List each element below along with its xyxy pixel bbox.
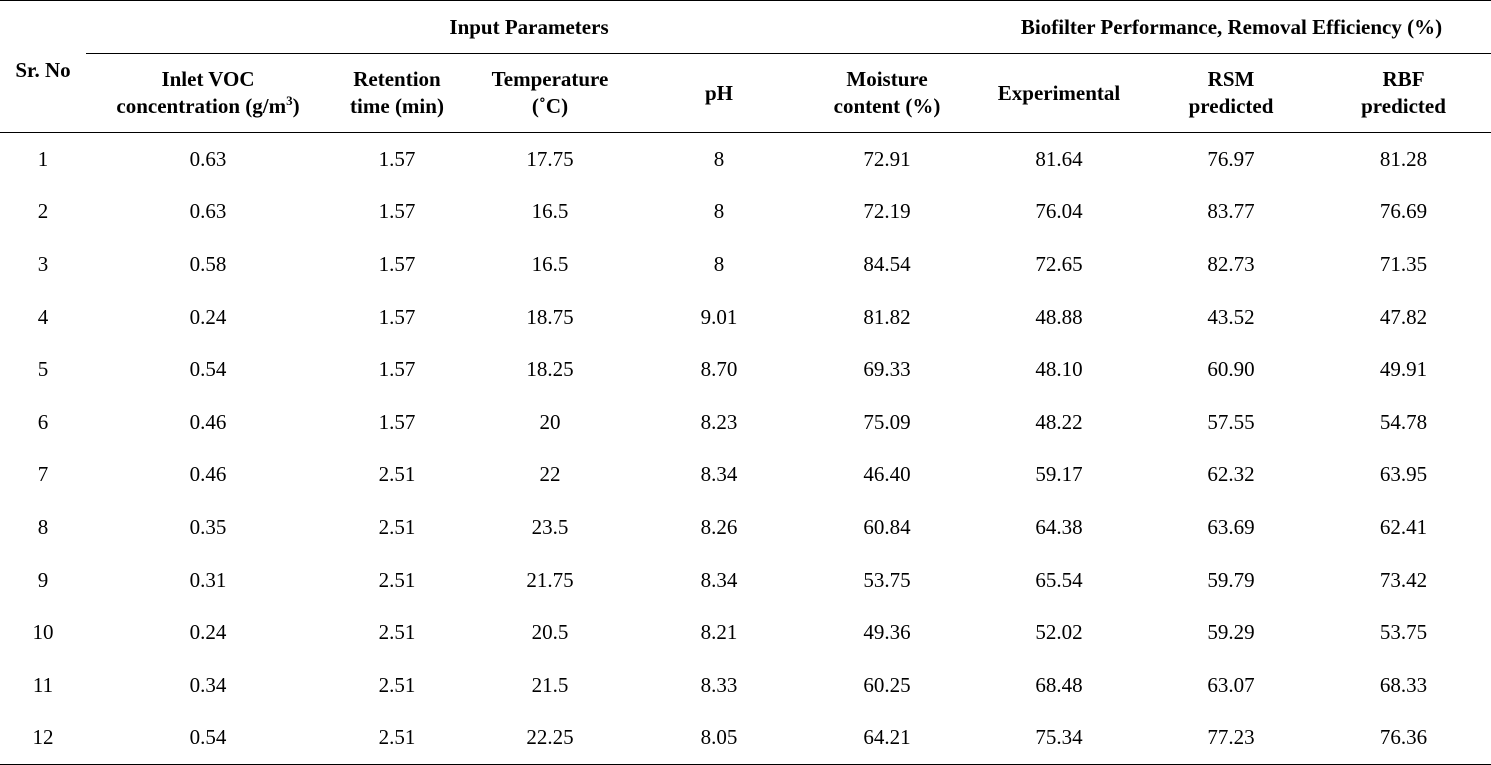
table-row [0, 449, 1491, 502]
cell-inlet-voc: 0.46 [189, 462, 227, 487]
header-experimental: Experimental [972, 54, 1146, 133]
cell-ph: 8.26 [700, 514, 738, 539]
header-rsm-line2: predicted [1188, 94, 1274, 118]
table-row [0, 659, 1491, 712]
cell-rsm-predicted: 82.73 [1207, 251, 1255, 276]
cell-temperature: 22.25 [464, 712, 636, 765]
cell-rsm-predicted: 57.55 [1207, 409, 1255, 434]
cell-ph: 8.05 [636, 712, 802, 765]
cell-rsm-predicted: 83.77 [1207, 199, 1255, 224]
cell-moisture-content: 53.75 [863, 567, 911, 592]
cell-inlet-voc: 0.54 [189, 357, 227, 382]
cell-ph: 8.23 [700, 409, 738, 434]
cell-rsm-predicted: 43.52 [1207, 304, 1255, 329]
cell-temperature: 16.5 [531, 199, 569, 224]
header-moisture-content [802, 54, 972, 133]
header-rsm-line1: RSM [1207, 67, 1255, 91]
cell-sr-no: 10 [32, 620, 54, 645]
cell-rsm-predicted: 59.79 [1207, 567, 1255, 592]
cell-experimental: 72.65 [1035, 251, 1083, 276]
header-rbf-line1: RBF [1382, 67, 1425, 91]
cell-ph: 8 [713, 146, 725, 171]
cell-temperature: 21.5 [531, 672, 569, 697]
cell-inlet-voc: 0.58 [189, 251, 227, 276]
cell-moisture-content: 46.40 [863, 462, 911, 487]
cell-temperature: 23.5 [531, 514, 569, 539]
cell-moisture-content: 72.19 [863, 199, 911, 224]
cell-retention-time: 1.57 [378, 251, 416, 276]
cell-rbf-predicted: 49.91 [1379, 357, 1428, 382]
cell-moisture-content: 49.36 [863, 620, 911, 645]
cell-sr-no: 2 [37, 199, 49, 224]
cell-sr-no: 4 [37, 304, 49, 329]
cell-rbf-predicted: 68.33 [1379, 672, 1428, 697]
cell-ph: 8.21 [700, 620, 738, 645]
cell-ph: 8.33 [700, 672, 738, 697]
header-temperature-line1: Temperature [491, 67, 609, 91]
cell-inlet-voc: 0.63 [189, 199, 227, 224]
cell-inlet-voc: 0.63 [189, 146, 227, 171]
cell-experimental: 76.04 [1035, 199, 1083, 224]
table-row [0, 712, 1491, 765]
header-row-columns [0, 54, 1491, 133]
table-header [0, 1, 1491, 133]
cell-inlet-voc: 0.34 [189, 672, 227, 697]
cell-sr-no: 11 [32, 672, 54, 697]
cell-retention-time: 2.51 [378, 672, 416, 697]
cell-temperature: 20 [539, 409, 561, 434]
table-row [0, 133, 1491, 186]
cell-moisture-content: 60.25 [863, 672, 911, 697]
cell-ph: 8.70 [700, 357, 738, 382]
cell-inlet-voc: 0.35 [189, 514, 227, 539]
cell-experimental: 52.02 [1035, 620, 1083, 645]
cell-experimental: 75.34 [972, 712, 1146, 765]
header-ph: pH [636, 54, 802, 133]
cell-inlet-voc: 0.54 [86, 712, 330, 765]
cell-moisture-content: 81.82 [863, 304, 911, 329]
cell-inlet-voc: 0.24 [189, 304, 227, 329]
header-sr-no: Sr. No [0, 1, 86, 133]
cell-experimental: 48.88 [1035, 304, 1083, 329]
cell-moisture-content: 64.21 [802, 712, 972, 765]
header-temperature-line2: (˚C) [531, 94, 569, 118]
cell-experimental: 48.22 [1035, 409, 1083, 434]
cell-experimental: 81.64 [1035, 146, 1083, 171]
cell-rbf-predicted: 54.78 [1379, 409, 1428, 434]
table-row [0, 343, 1491, 396]
table-body [0, 133, 1491, 765]
cell-rbf-predicted: 76.69 [1379, 199, 1428, 224]
cell-rbf-predicted: 47.82 [1379, 304, 1428, 329]
header-biofilter-performance: Biofilter Performance, Removal Efficiency (%) [972, 1, 1491, 54]
header-retention-time [330, 54, 464, 133]
header-moisture-line2: content (%) [833, 94, 941, 118]
cell-sr-no: 3 [37, 251, 49, 276]
header-row-groups [0, 1, 1491, 54]
cell-rbf-predicted: 73.42 [1379, 567, 1428, 592]
cell-ph: 8 [713, 199, 725, 224]
cell-temperature: 22 [539, 462, 561, 487]
cell-rbf-predicted: 53.75 [1379, 620, 1428, 645]
cell-rsm-predicted: 63.69 [1207, 514, 1255, 539]
header-retention-line2: time (min) [350, 94, 444, 118]
cell-ph: 9.01 [700, 304, 738, 329]
cell-rbf-predicted: 63.95 [1379, 462, 1428, 487]
cell-rbf-predicted: 71.35 [1379, 251, 1428, 276]
table-row [0, 291, 1491, 344]
table-row [0, 501, 1491, 554]
cell-temperature: 16.5 [531, 251, 569, 276]
cell-sr-no: 1 [37, 146, 49, 171]
cell-sr-no: 12 [0, 712, 86, 765]
cell-retention-time: 2.51 [378, 620, 416, 645]
cell-inlet-voc: 0.46 [189, 409, 227, 434]
cell-inlet-voc: 0.24 [189, 620, 227, 645]
cell-inlet-voc: 0.31 [189, 567, 227, 592]
cell-ph: 8.34 [700, 567, 738, 592]
cell-rbf-predicted: 76.36 [1316, 712, 1491, 765]
cell-rsm-predicted: 76.97 [1207, 146, 1255, 171]
cell-moisture-content: 60.84 [863, 514, 911, 539]
table-row [0, 396, 1491, 449]
cell-sr-no: 7 [37, 462, 49, 487]
header-rbf-predicted [1316, 54, 1491, 133]
cell-sr-no: 5 [37, 357, 49, 382]
cell-experimental: 59.17 [1035, 462, 1083, 487]
cell-moisture-content: 84.54 [863, 251, 911, 276]
header-rbf-line2: predicted [1361, 94, 1446, 118]
header-inlet-voc-line1: Inlet VOC [161, 67, 255, 91]
cell-retention-time: 1.57 [378, 199, 416, 224]
header-inlet-voc-superscript: 3 [286, 93, 293, 108]
table-row [0, 238, 1491, 291]
cell-ph: 8.34 [700, 462, 738, 487]
header-temperature [464, 54, 636, 133]
cell-retention-time: 2.51 [378, 462, 416, 487]
header-inlet-voc-line2: concentration (g/m [116, 94, 287, 118]
header-input-parameters: Input Parameters [86, 1, 972, 54]
cell-retention-time: 1.57 [378, 146, 416, 171]
cell-rsm-predicted: 77.23 [1146, 712, 1316, 765]
cell-sr-no: 6 [37, 409, 49, 434]
cell-retention-time: 2.51 [378, 514, 416, 539]
cell-rsm-predicted: 62.32 [1207, 462, 1255, 487]
cell-retention-time: 1.57 [378, 304, 416, 329]
cell-sr-no: 8 [37, 514, 49, 539]
cell-retention-time: 1.57 [378, 357, 416, 382]
header-retention-line1: Retention [353, 67, 441, 91]
header-inlet-voc-close: ) [292, 94, 300, 118]
cell-sr-no: 9 [37, 567, 49, 592]
cell-ph: 8 [713, 251, 725, 276]
cell-moisture-content: 69.33 [863, 357, 911, 382]
cell-retention-time: 2.51 [330, 712, 464, 765]
cell-retention-time: 1.57 [378, 409, 416, 434]
cell-rsm-predicted: 59.29 [1207, 620, 1255, 645]
table-row [0, 554, 1491, 607]
cell-experimental: 64.38 [1035, 514, 1083, 539]
cell-experimental: 65.54 [1035, 567, 1083, 592]
cell-temperature: 20.5 [531, 620, 569, 645]
header-moisture-line1: Moisture [846, 67, 928, 91]
cell-temperature: 17.75 [526, 146, 574, 171]
cell-rbf-predicted: 81.28 [1379, 146, 1428, 171]
header-rsm-predicted [1146, 54, 1316, 133]
cell-moisture-content: 75.09 [863, 409, 911, 434]
cell-moisture-content: 72.91 [863, 146, 911, 171]
cell-rsm-predicted: 63.07 [1207, 672, 1255, 697]
cell-rbf-predicted: 62.41 [1379, 514, 1428, 539]
cell-experimental: 68.48 [1035, 672, 1083, 697]
cell-retention-time: 2.51 [378, 567, 416, 592]
header-inlet-voc [86, 54, 330, 133]
table-row [0, 186, 1491, 239]
cell-experimental: 48.10 [1035, 357, 1083, 382]
cell-temperature: 18.75 [526, 304, 574, 329]
cell-temperature: 18.25 [526, 357, 574, 382]
cell-temperature: 21.75 [526, 567, 574, 592]
cell-rsm-predicted: 60.90 [1207, 357, 1255, 382]
table-row [0, 606, 1491, 659]
